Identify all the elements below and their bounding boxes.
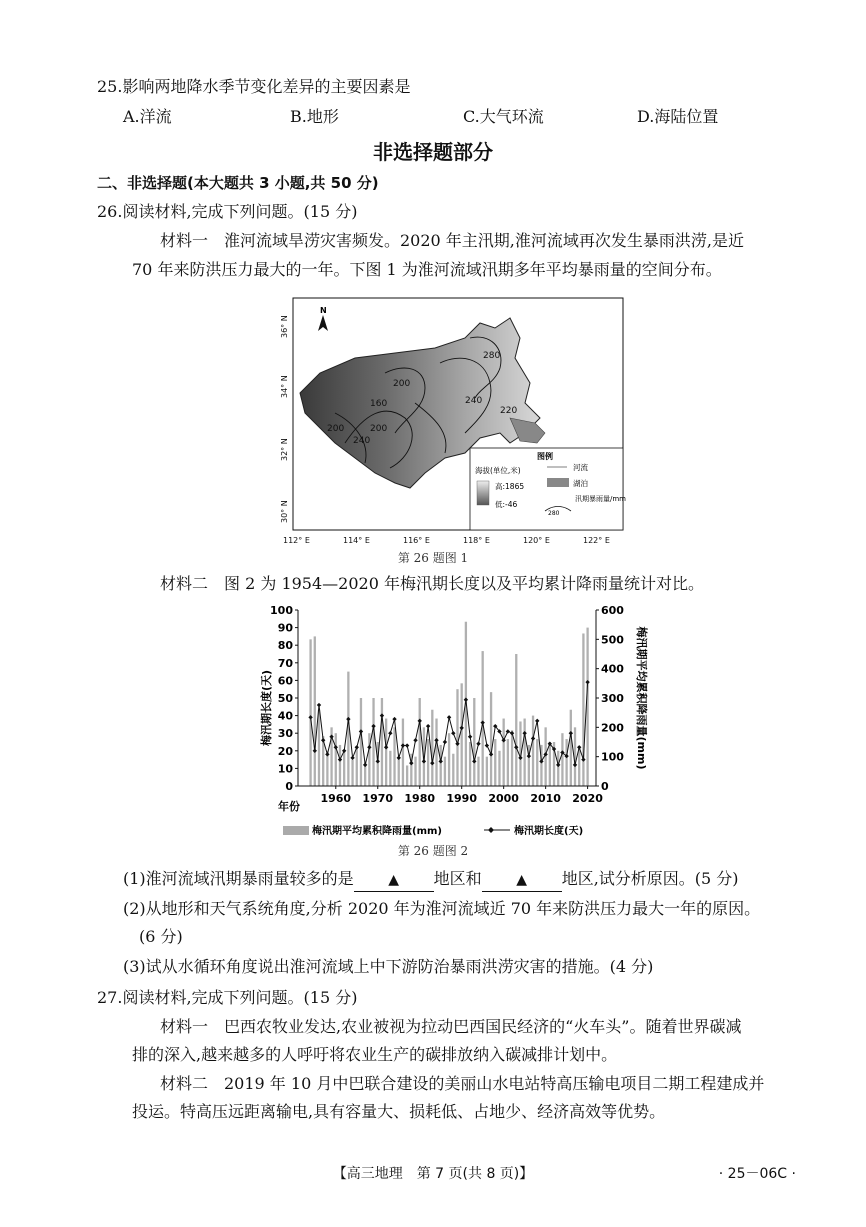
lon-label: 120° E — [523, 536, 550, 545]
section2-heading: 二、非选择题(本大题共 3 小题,共 50 分) — [97, 174, 379, 192]
rainfall-bar — [402, 719, 404, 786]
y-right-tick-label: 500 — [601, 633, 624, 647]
contour-label: 240 — [353, 436, 371, 446]
legend-bar-label: 梅汛期平均累积降雨量(mm) — [312, 826, 442, 837]
q25-option-b[interactable]: B.地形 — [290, 107, 339, 126]
rainfall-bar — [309, 639, 311, 786]
rainfall-bar — [431, 710, 433, 786]
meiyu-length-point — [506, 729, 510, 733]
meiyu-length-point — [439, 759, 443, 763]
rainfall-bar — [557, 751, 559, 786]
meiyu-length-point — [313, 749, 317, 753]
q27-material2-line2: 投运。特高压远距离输电,具有容量大、损耗低、占地少、经济高效等优势。 — [132, 1102, 666, 1121]
meiyu-length-point — [451, 731, 455, 735]
rainfall-bar — [494, 739, 496, 786]
rainfall-bar — [398, 757, 400, 786]
rainfall-bar — [356, 748, 358, 786]
meiyu-length-point — [308, 715, 312, 719]
lat-label: 30° N — [280, 500, 289, 523]
contour-label: 200 — [393, 379, 411, 389]
contour-label: 200 — [327, 424, 345, 434]
fig2-caption: 第 26 题图 2 — [397, 844, 469, 858]
rainfall-bar — [578, 748, 580, 786]
q27-material2-line1: 材料二 2019 年 10 月中巴联合建设的美丽山水电站特高压输电项目二期工程建成并 — [160, 1074, 765, 1093]
meiyu-length-point — [422, 759, 426, 763]
meiyu-length-point — [577, 745, 581, 749]
meiyu-length-point — [539, 759, 543, 763]
x-tick-label: 2000 — [488, 792, 519, 805]
meiyu-length-point — [380, 713, 384, 717]
meiyu-length-point — [556, 763, 560, 767]
huaihe-map — [275, 293, 635, 548]
meiyu-length-point — [535, 719, 539, 723]
meiyu-length-point — [569, 731, 573, 735]
rainfall-bar — [469, 742, 471, 786]
meiyu-length-point — [426, 724, 430, 728]
meiyu-length-point — [371, 724, 375, 728]
y-left-tick-label: 40 — [277, 709, 293, 723]
q26-material1-line1: 材料一 淮河流域旱涝灾害频发。2020 年主汛期,淮河流域再次发生暴雨洪涝,是近 — [160, 231, 744, 250]
rainfall-bar — [314, 636, 316, 786]
rainfall-bar — [461, 683, 463, 786]
rainfall-bar — [444, 757, 446, 786]
q26-material1-line2: 70 年来防洪压力最大的一年。下图 1 为淮河流域汛期多年平均暴雨量的空间分布。 — [132, 260, 722, 279]
q26-stem: 26.阅读材料,完成下列问题。(15 分) — [97, 202, 358, 221]
rainfall-bar — [452, 754, 454, 786]
meiyu-length-point — [397, 756, 401, 760]
contour-label: 280 — [483, 351, 501, 361]
q25-stem: 25.影响两地降水季节变化差异的主要因素是 — [97, 77, 411, 96]
rainfall-bar — [482, 651, 484, 786]
rainfall-bar — [503, 719, 505, 786]
rainfall-bar — [473, 698, 475, 786]
meiyu-length-point — [485, 743, 489, 747]
meiyu-length-point — [447, 715, 451, 719]
rainfall-bar — [565, 739, 567, 786]
meiyu-length-point — [367, 745, 371, 749]
rainfall-bar — [477, 757, 479, 786]
contour-label: 240 — [465, 396, 483, 406]
rainfall-bar — [490, 692, 492, 786]
q26-sub3: (3)试从水循环角度说出淮河流域上中下游防治暴雨洪涝灾害的措施。(4 分) — [123, 957, 654, 976]
meiyu-length-point — [317, 703, 321, 707]
svg-text:海拔(单位,米): 海拔(单位,米) — [475, 466, 521, 475]
y-left-tick-label: 80 — [277, 639, 293, 653]
meiyu-length-point — [489, 752, 493, 756]
contour-label: 200 — [370, 424, 388, 434]
q26-material2: 材料二 图 2 为 1954—2020 年梅汛期长度以及平均累计降雨量统计对比。 — [160, 574, 704, 593]
meiyu-length-point — [363, 763, 367, 767]
map-legend — [470, 448, 626, 530]
meiyu-length-point — [355, 745, 359, 749]
svg-text:280: 280 — [548, 510, 560, 517]
meiyu-length-point — [329, 735, 333, 739]
y-right-tick-label: 0 — [601, 780, 609, 793]
meiyu-length-point — [334, 745, 338, 749]
q27-material1-line1: 材料一 巴西农牧业发达,农业被视为拉动巴西国民经济的“火车头”。随着世界碳减 — [160, 1017, 742, 1036]
meiyu-length-point — [376, 759, 380, 763]
footer-code: · 25－06C · — [718, 1166, 796, 1182]
rainfall-bar — [561, 733, 563, 786]
rainfall-bar — [507, 739, 509, 786]
y-right-label: 梅汛期平均累积降雨量(mm) — [635, 626, 648, 770]
svg-text:图例: 图例 — [537, 452, 553, 461]
meiyu-length-point — [443, 740, 447, 744]
y-left-tick-label: 60 — [277, 674, 293, 688]
meiyu-length-point — [401, 743, 405, 747]
contour-label: 160 — [370, 399, 388, 409]
meiyu-length-point — [413, 738, 417, 742]
rainfall-bar — [582, 633, 584, 786]
x-tick-label: 1970 — [362, 792, 394, 805]
meiyu-length-point — [430, 761, 434, 765]
rainfall-bar — [511, 730, 513, 786]
meiyu-length-point — [527, 754, 531, 758]
meiyu-length-point — [518, 756, 522, 760]
meiyu-length-point — [573, 763, 577, 767]
svg-text:汛期暴雨量/mm: 汛期暴雨量/mm — [575, 495, 626, 503]
meiyu-length-point — [405, 743, 409, 747]
rainfall-bar — [570, 710, 572, 786]
rainfall-bar — [486, 757, 488, 786]
rainfall-bar — [360, 698, 362, 786]
rainfall-bar — [343, 751, 345, 786]
meiyu-length-point — [409, 761, 413, 765]
rainfall-bar — [414, 757, 416, 786]
q25-options — [0, 104, 866, 128]
svg-text:N: N — [320, 306, 327, 315]
contour-label: 220 — [500, 406, 518, 416]
rainfall-bar — [536, 739, 538, 786]
q25-option-c[interactable]: C.大气环流 — [463, 107, 544, 126]
lat-label: 34° N — [280, 375, 289, 398]
y-right-tick-label: 400 — [601, 662, 624, 676]
rainfall-bar — [427, 739, 429, 786]
meiyu-length-point — [418, 719, 422, 723]
meiyu-length-point — [514, 745, 518, 749]
rainfall-bar — [544, 727, 546, 786]
rainfall-bar — [351, 760, 353, 786]
x-tick-label: 1960 — [320, 792, 352, 805]
meiyu-length-point — [346, 717, 350, 721]
svg-text:河流: 河流 — [573, 463, 588, 472]
y-right-tick-label: 200 — [601, 721, 624, 735]
q27-material1-line2: 排的深入,越来越多的人呼吁将农业生产的碳排放纳入碳减排计划中。 — [132, 1045, 618, 1064]
meiyu-length-point — [338, 757, 342, 761]
lon-label: 112° E — [283, 536, 310, 545]
y-left-tick-label: 90 — [277, 621, 293, 635]
rainfall-bar — [393, 727, 395, 786]
fig1-caption: 第 26 题图 1 — [397, 551, 469, 565]
rainfall-bar — [440, 745, 442, 786]
svg-text:湖泊: 湖泊 — [573, 479, 588, 488]
lon-label: 122° E — [583, 536, 610, 545]
x-tick-label: 1990 — [446, 792, 478, 805]
svg-text:低:-46: 低:-46 — [495, 500, 518, 509]
rainfall-bar — [406, 765, 408, 786]
q27-stem: 27.阅读材料,完成下列问题。(15 分) — [97, 988, 358, 1007]
meiyu-length-point — [585, 680, 589, 684]
meiyu-length-point — [321, 738, 325, 742]
rainfall-bar — [549, 742, 551, 786]
y-left-tick-label: 100 — [270, 604, 293, 617]
meiyu-length-point — [510, 731, 514, 735]
legend-line-label: 梅汛期长度(天) — [514, 826, 584, 837]
x-axis-label: 年份 — [278, 800, 300, 813]
svg-text:高:1865: 高:1865 — [495, 482, 525, 491]
lon-label: 114° E — [343, 536, 370, 545]
rainfall-bar — [515, 654, 517, 786]
meiyu-length-point — [480, 720, 484, 724]
footer-page-info: 【高三地理 第 7 页(共 8 页)】 — [332, 1166, 534, 1182]
rainfall-bar — [435, 719, 437, 786]
meiyu-length-point — [531, 736, 535, 740]
meiyu-length-point — [581, 757, 585, 761]
rainfall-bar — [372, 698, 374, 786]
rainfall-bar — [381, 698, 383, 786]
meiyu-length-point — [476, 742, 480, 746]
meiyu-chart — [248, 598, 648, 840]
meiyu-length-point — [434, 738, 438, 742]
meiyu-length-point — [350, 756, 354, 760]
y-right-tick-label: 600 — [601, 604, 624, 617]
meiyu-length-point — [464, 698, 468, 702]
meiyu-length-point — [384, 745, 388, 749]
q25-option-d[interactable]: D.海陆位置 — [637, 107, 719, 126]
meiyu-length-point — [459, 726, 463, 730]
y-right-tick-label: 300 — [601, 692, 624, 705]
answer-blank[interactable]: ▲ — [354, 869, 434, 892]
rainfall-bar — [523, 719, 525, 786]
meiyu-length-point — [522, 731, 526, 735]
rainfall-bar — [586, 628, 588, 786]
q26-sub1: (1)淮河流域汛期暴雨量较多的是 ▲ 地区和 ▲ 地区,试分析原因。(5 分) — [123, 868, 739, 892]
answer-blank[interactable]: ▲ — [482, 869, 562, 892]
rainfall-bar — [318, 710, 320, 786]
x-tick-label: 2010 — [530, 792, 561, 805]
q26-sub2-line2: (6 分) — [139, 927, 183, 946]
rainfall-bar — [385, 719, 387, 786]
meiyu-length-point — [455, 742, 459, 746]
q25-option-a[interactable]: A.洋流 — [123, 107, 172, 126]
q26-sub2-line1: (2)从地形和天气系统角度,分析 2020 年为淮河流域近 70 年来防洪压力最大一年的原因。 — [123, 899, 761, 918]
meiyu-length-point — [543, 752, 547, 756]
lat-label: 32° N — [280, 438, 289, 461]
y-left-tick-label: 50 — [277, 692, 293, 705]
meiyu-length-point — [342, 749, 346, 753]
meiyu-length-point — [325, 752, 329, 756]
meiyu-length-point — [468, 735, 472, 739]
rainfall-bar — [456, 689, 458, 786]
y-left-tick-label: 70 — [277, 656, 293, 670]
rainfall-bar — [335, 733, 337, 786]
x-tick-label: 1980 — [404, 792, 436, 805]
y-right-tick-label: 100 — [601, 750, 624, 764]
meiyu-length-point — [388, 731, 392, 735]
rainfall-bar — [498, 751, 500, 786]
lat-label: 36° N — [280, 315, 289, 338]
meiyu-length-point — [359, 729, 363, 733]
rainfall-bar — [419, 698, 421, 786]
meiyu-length-point — [501, 738, 505, 742]
y-left-tick-label: 20 — [277, 744, 293, 758]
y-left-tick-label: 10 — [277, 762, 293, 776]
y-left-tick-label: 30 — [277, 727, 293, 741]
rainfall-bar — [532, 716, 534, 786]
chart-legend — [283, 824, 583, 837]
meiyu-length-point — [472, 759, 476, 763]
lon-label: 118° E — [463, 536, 490, 545]
rainfall-bar — [448, 733, 450, 786]
lon-label: 116° E — [403, 536, 430, 545]
y-left-tick-label: 0 — [285, 780, 293, 793]
section-title: 非选择题部分 — [373, 140, 493, 164]
meiyu-length-point — [392, 717, 396, 721]
rainfall-bar — [339, 745, 341, 786]
x-tick-label: 2020 — [572, 792, 603, 805]
rainfall-bar — [389, 751, 391, 786]
y-left-label: 梅汛期长度(天) — [260, 669, 273, 747]
